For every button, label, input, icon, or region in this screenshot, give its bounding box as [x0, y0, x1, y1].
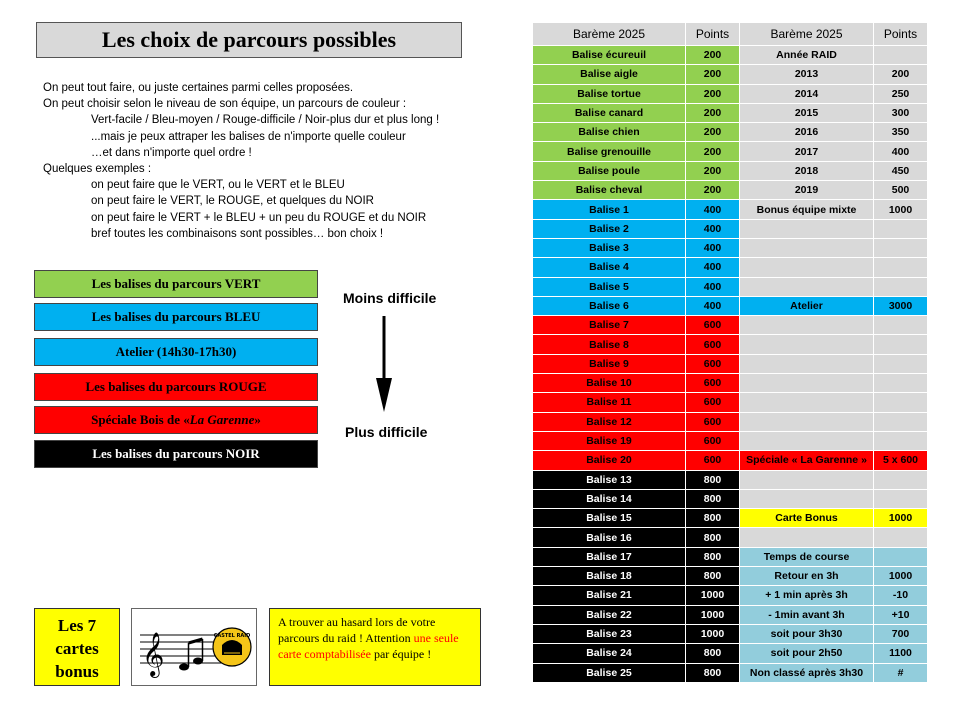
- table-cell-2: 400: [686, 296, 740, 315]
- table-cell-4: 5 x 600: [874, 451, 928, 470]
- table-cell-3: 2018: [740, 161, 874, 180]
- table-cell-1: Balise 5: [533, 277, 686, 296]
- table-cell-1: Balise 23: [533, 624, 686, 643]
- table-cell-4: [874, 219, 928, 238]
- table-cell-3: [740, 374, 874, 393]
- table-cell-3: 2016: [740, 123, 874, 142]
- table-cell-3: Atelier: [740, 296, 874, 315]
- table-cell-2: 600: [686, 316, 740, 335]
- table-row: [533, 296, 928, 315]
- table-cell-1: Balise 12: [533, 412, 686, 431]
- table-cell-1: Balise 14: [533, 489, 686, 508]
- workshop-button[interactable]: Atelier (14h30-17h30): [34, 338, 318, 366]
- table-cell-1: Balise 10: [533, 374, 686, 393]
- table-cell-2: 800: [686, 663, 740, 682]
- table-cell-4: -10: [874, 586, 928, 605]
- table-row: [533, 316, 928, 335]
- table-cell-4: 300: [874, 103, 928, 122]
- special-prefix: Spéciale Bois de «: [91, 412, 190, 427]
- bonus-cards-box: [34, 608, 120, 686]
- table-cell-4: [874, 316, 928, 335]
- table-row: [533, 123, 928, 142]
- table-cell-1: Balise 19: [533, 431, 686, 450]
- table-cell-3: [740, 316, 874, 335]
- table-cell-1: Balise 17: [533, 547, 686, 566]
- table-cell-3: [740, 258, 874, 277]
- table-cell-2: 400: [686, 258, 740, 277]
- table-cell-3: 2013: [740, 65, 874, 84]
- table-row: [533, 412, 928, 431]
- table-cell-1: Balise 20: [533, 451, 686, 470]
- table-row: [533, 586, 928, 605]
- table-cell-2: 200: [686, 84, 740, 103]
- table-cell-1: Balise chien: [533, 123, 686, 142]
- special-name: La Garenne: [189, 412, 255, 427]
- table-cell-4: [874, 528, 928, 547]
- table-cell-4: [874, 470, 928, 489]
- page-title: Les choix de parcours possibles: [36, 22, 462, 58]
- table-row: [533, 46, 928, 65]
- table-cell-4: [874, 238, 928, 257]
- special-garenne-button[interactable]: [34, 406, 318, 434]
- table-row: [533, 393, 928, 412]
- table-cell-1: Balise grenouille: [533, 142, 686, 161]
- table-row: [533, 644, 928, 663]
- table-row: [533, 161, 928, 180]
- table-row: [533, 258, 928, 277]
- table-cell-1: Balise 16: [533, 528, 686, 547]
- table-cell-4: 1000: [874, 509, 928, 528]
- table-cell-1: Balise 22: [533, 605, 686, 624]
- table-cell-4: 250: [874, 84, 928, 103]
- easy-label: Moins difficile: [343, 290, 437, 306]
- table-cell-4: [874, 393, 928, 412]
- table-cell-3: Carte Bonus: [740, 509, 874, 528]
- table-row: [533, 528, 928, 547]
- course-green-button[interactable]: Les balises du parcours VERT: [34, 270, 318, 298]
- table-cell-4: #: [874, 663, 928, 682]
- table-cell-2: 600: [686, 412, 740, 431]
- table-cell-1: Balise 11: [533, 393, 686, 412]
- table-cell-3: [740, 219, 874, 238]
- table-cell-3: 2017: [740, 142, 874, 161]
- table-cell-4: 350: [874, 123, 928, 142]
- intro-line: on peut faire que le VERT, ou le VERT et le BLEU: [91, 179, 345, 192]
- table-row: [533, 84, 928, 103]
- header-bareme-1: Barème 2025: [533, 23, 686, 46]
- table-cell-4: 1100: [874, 644, 928, 663]
- table-row: [533, 431, 928, 450]
- table-row: [533, 451, 928, 470]
- table-row: [533, 605, 928, 624]
- table-cell-2: 200: [686, 46, 740, 65]
- table-cell-4: 500: [874, 181, 928, 200]
- table-cell-3: 2014: [740, 84, 874, 103]
- table-row: [533, 547, 928, 566]
- table-cell-1: Balise 21: [533, 586, 686, 605]
- table-cell-1: Balise 1: [533, 200, 686, 219]
- table-row: [533, 103, 928, 122]
- table-cell-2: 400: [686, 277, 740, 296]
- intro-line: on peut faire le VERT, le ROUGE, et quelques du NOIR: [91, 195, 374, 208]
- table-cell-4: [874, 431, 928, 450]
- header-points-2: Points: [874, 23, 928, 46]
- hard-label: Plus difficile: [345, 424, 428, 440]
- table-header-row: [533, 23, 928, 46]
- course-blue-button[interactable]: Les balises du parcours BLEU: [34, 303, 318, 331]
- table-cell-1: Balise tortue: [533, 84, 686, 103]
- table-cell-1: Balise 2: [533, 219, 686, 238]
- table-cell-2: 600: [686, 374, 740, 393]
- table-cell-2: 600: [686, 354, 740, 373]
- table-cell-4: [874, 374, 928, 393]
- table-cell-2: 200: [686, 65, 740, 84]
- table-cell-4: [874, 335, 928, 354]
- table-cell-2: 400: [686, 200, 740, 219]
- table-row: [533, 354, 928, 373]
- table-cell-2: 200: [686, 181, 740, 200]
- table-cell-1: Balise 8: [533, 335, 686, 354]
- cards-line-1: Les 7: [57, 616, 97, 635]
- table-cell-2: 800: [686, 489, 740, 508]
- table-cell-1: Balise écureuil: [533, 46, 686, 65]
- table-cell-4: [874, 354, 928, 373]
- header-bareme-2: Barème 2025: [740, 23, 874, 46]
- intro-line: Quelques exemples :: [43, 163, 152, 176]
- table-cell-3: [740, 335, 874, 354]
- table-cell-4: [874, 489, 928, 508]
- table-cell-2: 1000: [686, 586, 740, 605]
- table-cell-2: 200: [686, 142, 740, 161]
- table-cell-4: 1000: [874, 567, 928, 586]
- table-cell-4: 450: [874, 161, 928, 180]
- table-row: [533, 238, 928, 257]
- table-cell-2: 800: [686, 528, 740, 547]
- table-row: [533, 509, 928, 528]
- table-cell-3: [740, 354, 874, 373]
- table-row: [533, 219, 928, 238]
- table-row: [533, 624, 928, 643]
- intro-line: On peut choisir selon le niveau de son équipe, un parcours de couleur :: [43, 98, 407, 111]
- castel-raid-logo: [131, 608, 257, 686]
- note-part-2: par équipe !: [370, 647, 432, 661]
- table-cell-3: Année RAID: [740, 46, 874, 65]
- table-cell-3: Retour en 3h: [740, 567, 874, 586]
- table-cell-2: 600: [686, 335, 740, 354]
- table-cell-3: [740, 470, 874, 489]
- table-cell-2: 800: [686, 509, 740, 528]
- table-cell-2: 1000: [686, 624, 740, 643]
- table-cell-2: 200: [686, 103, 740, 122]
- table-cell-1: Balise 24: [533, 644, 686, 663]
- table-row: [533, 470, 928, 489]
- table-cell-4: [874, 277, 928, 296]
- table-cell-1: Balise cheval: [533, 181, 686, 200]
- table-row: [533, 65, 928, 84]
- course-black-button[interactable]: Les balises du parcours NOIR: [34, 440, 318, 468]
- table-cell-2: 400: [686, 238, 740, 257]
- table-cell-3: [740, 431, 874, 450]
- table-cell-4: 700: [874, 624, 928, 643]
- table-cell-2: 200: [686, 123, 740, 142]
- table-row: [533, 335, 928, 354]
- table-cell-3: [740, 277, 874, 296]
- table-cell-2: 800: [686, 567, 740, 586]
- table-cell-4: +10: [874, 605, 928, 624]
- table-cell-3: soit pour 2h50: [740, 644, 874, 663]
- table-cell-2: 800: [686, 644, 740, 663]
- table-cell-1: Balise poule: [533, 161, 686, 180]
- note-warning: une seule carte comptabilisée: [278, 631, 459, 661]
- points-table: [532, 22, 928, 683]
- table-row: [533, 200, 928, 219]
- table-cell-3: [740, 489, 874, 508]
- table-cell-1: Balise 7: [533, 316, 686, 335]
- table-row: [533, 374, 928, 393]
- table-cell-3: - 1min avant 3h: [740, 605, 874, 624]
- table-cell-4: 200: [874, 65, 928, 84]
- table-cell-1: Balise 9: [533, 354, 686, 373]
- table-cell-4: 3000: [874, 296, 928, 315]
- svg-text:𝄞: 𝄞: [142, 632, 165, 676]
- course-red-button[interactable]: Les balises du parcours ROUGE: [34, 373, 318, 401]
- table-cell-4: [874, 46, 928, 65]
- table-cell-3: + 1 min après 3h: [740, 586, 874, 605]
- table-cell-4: [874, 412, 928, 431]
- table-cell-1: Balise 6: [533, 296, 686, 315]
- table-cell-3: [740, 528, 874, 547]
- table-cell-1: Balise canard: [533, 103, 686, 122]
- table-cell-4: [874, 547, 928, 566]
- table-cell-3: 2015: [740, 103, 874, 122]
- table-cell-1: Balise 4: [533, 258, 686, 277]
- intro-line: bref toutes les combinaisons sont possibles… bon choix !: [91, 227, 384, 240]
- table-cell-2: 600: [686, 393, 740, 412]
- table-row: [533, 567, 928, 586]
- svg-text:CASTEL RAID: CASTEL RAID: [213, 633, 251, 639]
- table-cell-2: 200: [686, 161, 740, 180]
- table-cell-3: Temps de course: [740, 547, 874, 566]
- intro-line: on peut faire le VERT + le BLEU + un peu du ROUGE et du NOIR: [91, 211, 427, 224]
- cards-line-2: cartes: [55, 639, 99, 658]
- arrow-down-icon: [376, 316, 392, 412]
- table-row: [533, 663, 928, 682]
- table-cell-3: [740, 412, 874, 431]
- table-cell-2: 800: [686, 470, 740, 489]
- intro-line: ...mais je peux attraper les balises de n'importe quelle couleur: [91, 130, 406, 143]
- table-cell-1: Balise 3: [533, 238, 686, 257]
- table-cell-3: [740, 238, 874, 257]
- table-row: [533, 489, 928, 508]
- table-row: [533, 277, 928, 296]
- cards-line-3: bonus: [55, 662, 99, 681]
- table-row: [533, 142, 928, 161]
- table-cell-1: Balise 13: [533, 470, 686, 489]
- table-cell-2: 600: [686, 431, 740, 450]
- bonus-note: [269, 608, 481, 686]
- table-cell-4: 1000: [874, 200, 928, 219]
- header-points-1: Points: [686, 23, 740, 46]
- intro-text: [43, 80, 493, 242]
- table-cell-3: Non classé après 3h30: [740, 663, 874, 682]
- table-row: [533, 181, 928, 200]
- table-cell-3: [740, 393, 874, 412]
- table-cell-1: Balise 15: [533, 509, 686, 528]
- intro-line: …et dans n'importe quel ordre !: [91, 146, 252, 159]
- music-logo-icon: [132, 609, 256, 685]
- table-cell-1: Balise aigle: [533, 65, 686, 84]
- intro-line: On peut tout faire, ou juste certaines parmi celles proposées.: [43, 82, 354, 94]
- table-cell-4: 400: [874, 142, 928, 161]
- table-cell-1: Balise 25: [533, 663, 686, 682]
- note-part-1: A trouver au hasard lors de votre parcours du raid ! Attention: [278, 615, 436, 645]
- table-cell-1: Balise 18: [533, 567, 686, 586]
- table-cell-2: 800: [686, 547, 740, 566]
- special-suffix: »: [254, 412, 261, 427]
- table-cell-3: Spéciale « La Garenne »: [740, 451, 874, 470]
- table-cell-2: 600: [686, 451, 740, 470]
- intro-line: Vert-facile / Bleu-moyen / Rouge-difficile / Noir-plus dur et plus long !: [91, 114, 440, 127]
- table-cell-3: Bonus équipe mixte: [740, 200, 874, 219]
- table-cell-2: 400: [686, 219, 740, 238]
- table-cell-3: 2019: [740, 181, 874, 200]
- table-cell-3: soit pour 3h30: [740, 624, 874, 643]
- table-cell-4: [874, 258, 928, 277]
- table-cell-2: 1000: [686, 605, 740, 624]
